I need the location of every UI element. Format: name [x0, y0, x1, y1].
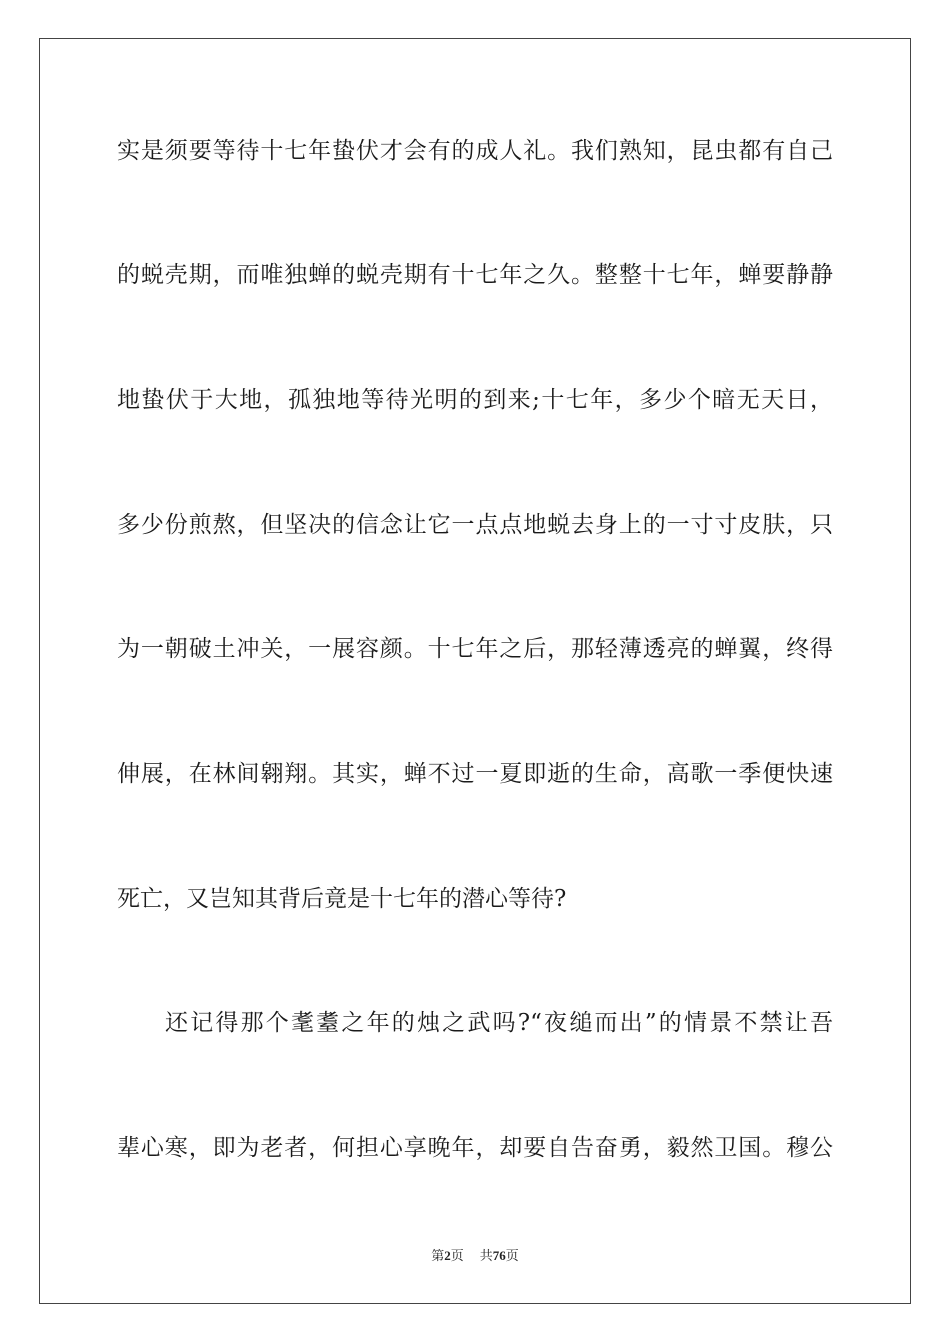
text-line-3: 地蛰伏于大地，孤独地等待光明的到来;十七年，多少个暗无天日， [117, 387, 833, 413]
footer-total-pages: 76 [492, 1248, 506, 1263]
text-line-1: 实是须要等待十七年蛰伏才会有的成人礼。我们熟知，昆虫都有自己 [117, 138, 833, 164]
footer-page-suffix: 页 [450, 1248, 464, 1263]
text-line-7: 死亡，又岂知其背后竟是十七年的潜心等待? [117, 886, 567, 912]
footer-total-prefix: 共 [479, 1248, 493, 1263]
text-line-9: 辈心寒，即为老者，何担心享晚年，却要自告奋勇，毅然卫国。穆公 [117, 1135, 833, 1161]
text-line-4: 多少份煎熬，但坚决的信念让它一点点地蜕去身上的一寸寸皮肤，只 [117, 512, 833, 538]
footer-total-suffix: 页 [505, 1248, 519, 1263]
text-line-5: 为一朝破土冲关，一展容颜。十七年之后，那轻薄透亮的蝉翼，终得 [117, 636, 833, 662]
footer-page-number: 2 [444, 1248, 451, 1263]
text-line-2: 的蜕壳期，而唯独蝉的蜕壳期有十七年之久。整整十七年，蝉要静静 [117, 262, 833, 288]
page-footer [0, 1246, 950, 1266]
page-border [39, 38, 911, 1304]
text-line-8: 还记得那个耄耋之年的烛之武吗?“夜缒而出”的情景不禁让吾 [165, 1010, 833, 1036]
text-line-6: 伸展，在林间翱翔。其实，蝉不过一夏即逝的生命，高歌一季便快速 [117, 761, 833, 787]
footer-page-prefix: 第 [431, 1248, 445, 1263]
